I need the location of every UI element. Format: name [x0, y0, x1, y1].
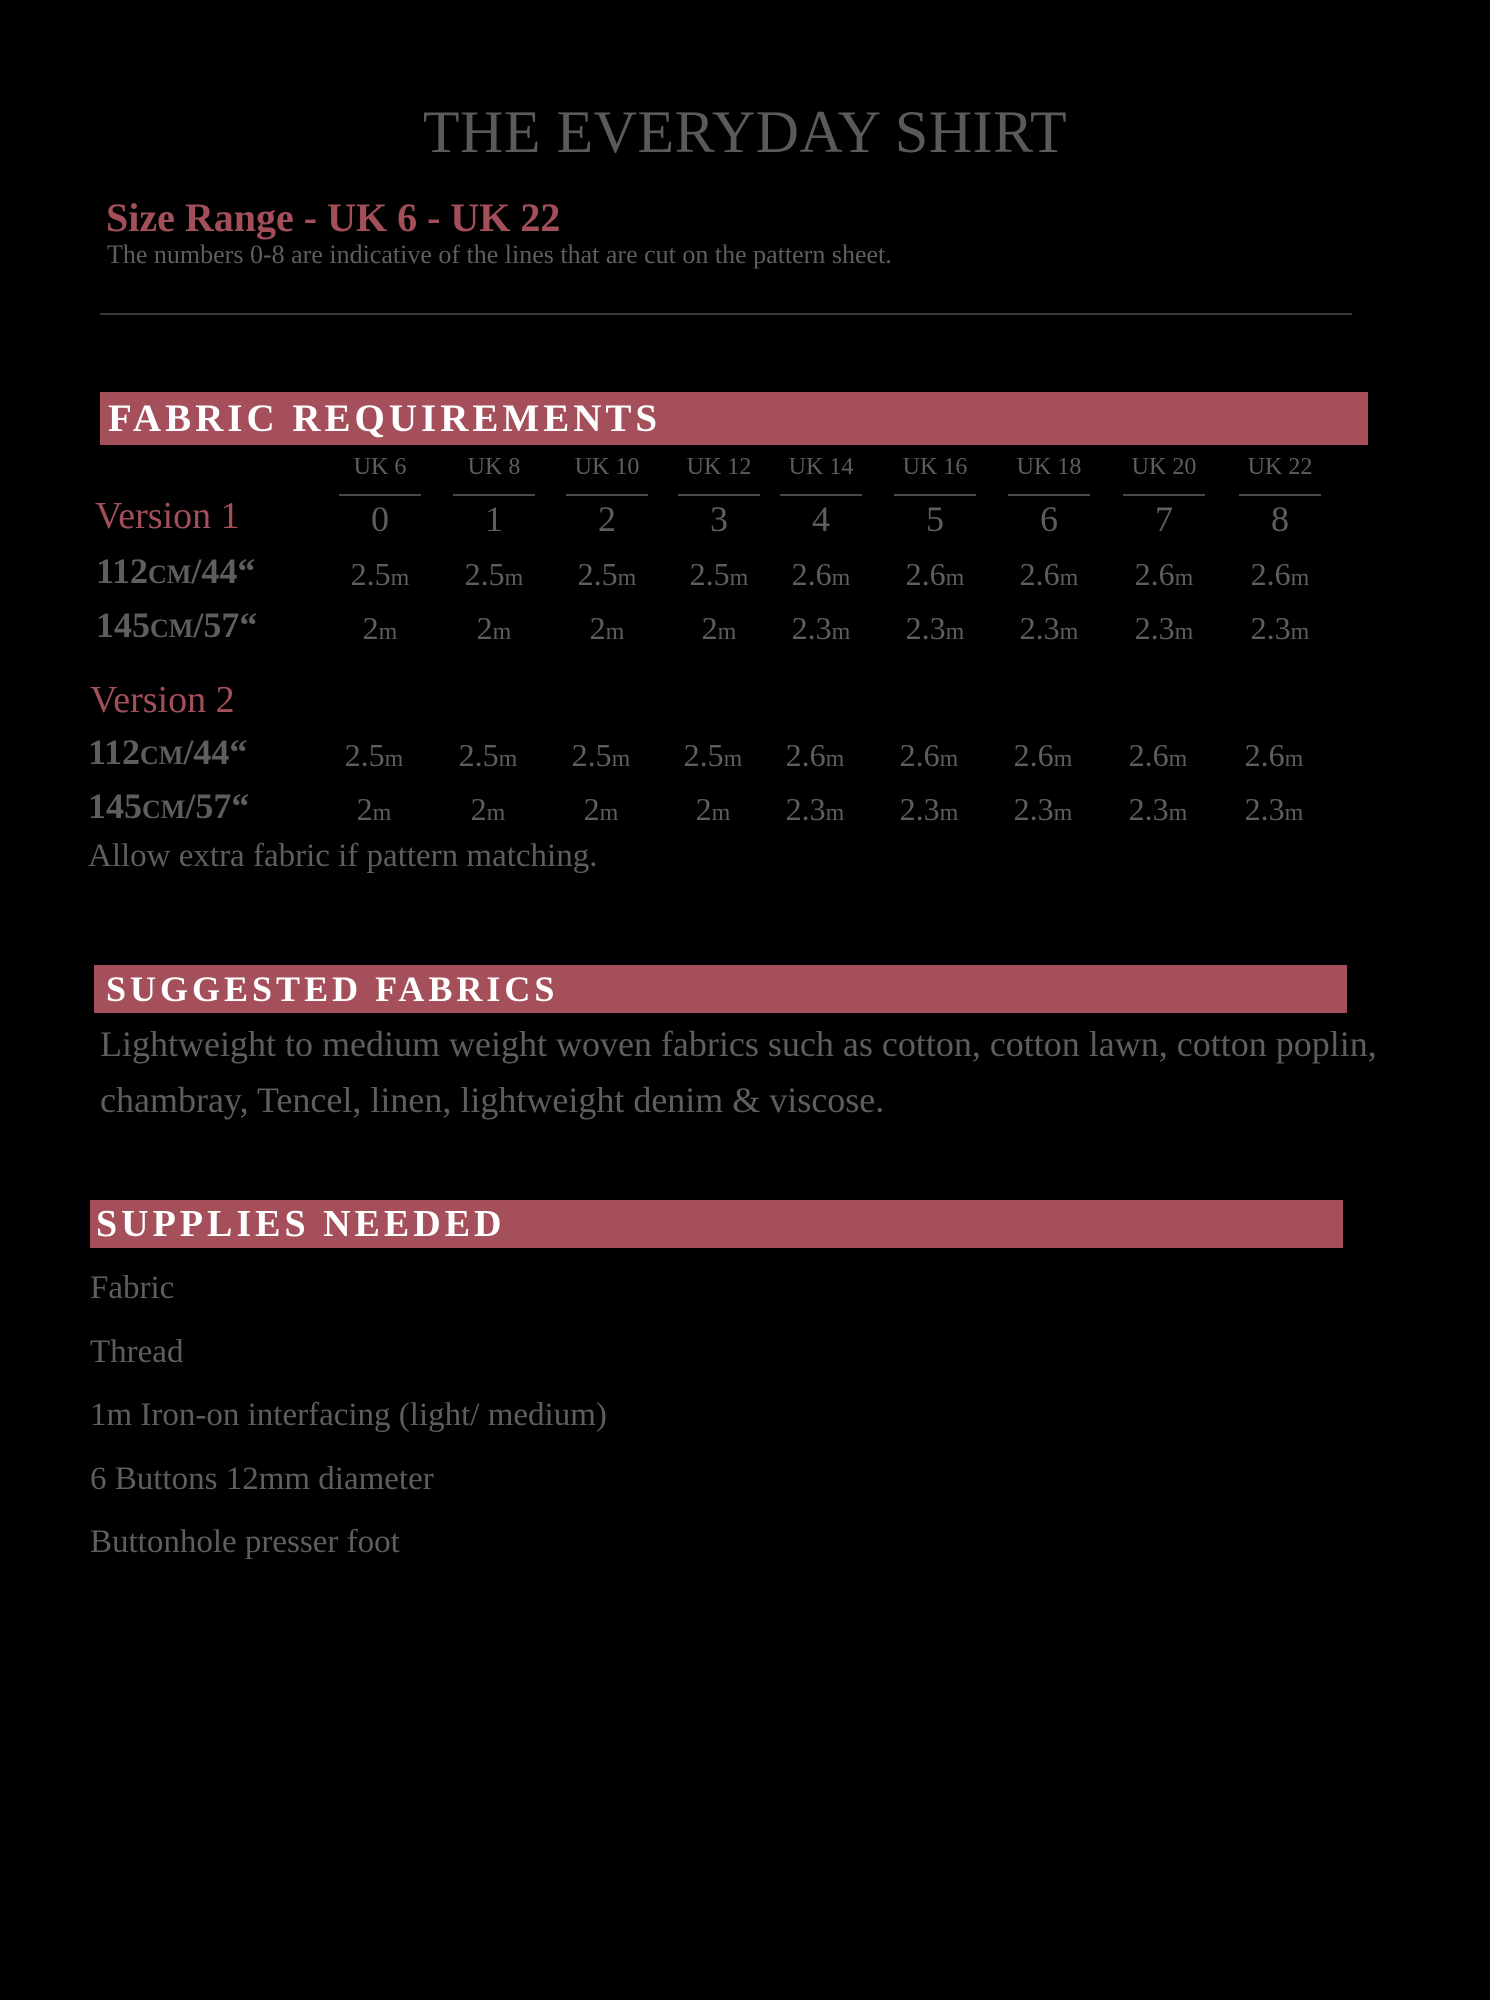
fabric-amount: 2.6m: [1134, 556, 1194, 592]
pattern-matching-note: Allow extra fabric if pattern matching.: [88, 838, 598, 874]
pattern-line-number: 8: [1271, 499, 1289, 539]
fabric-amount: 2.6m: [899, 737, 959, 773]
size-header: UK 22: [1247, 454, 1313, 480]
fabric-width-label: 112CM/44“: [96, 551, 256, 591]
fabric-amount: 2.5m: [344, 737, 404, 773]
size-header: UK 10: [574, 454, 640, 480]
pattern-line-number: 6: [1040, 499, 1058, 539]
size-header: UK 20: [1131, 454, 1197, 480]
size-header: UK 16: [902, 454, 968, 480]
size-underline: [1008, 494, 1090, 496]
size-underline: [678, 494, 760, 496]
page-title: THE EVERYDAY SHIRT: [422, 99, 1068, 165]
size-underline: [1123, 494, 1205, 496]
fabric-width-label: 145CM/57“: [96, 605, 258, 645]
fabric-amount: 2.6m: [905, 556, 965, 592]
fabric-amount: 2.5m: [577, 556, 637, 592]
supply-item: Fabric: [90, 1270, 175, 1306]
pattern-line-number: 5: [926, 499, 944, 539]
fabric-amount: 2.5m: [571, 737, 631, 773]
fabric-amount: 2.6m: [1250, 556, 1310, 592]
fabric-amount: 2.6m: [1128, 737, 1188, 773]
supply-item: Thread: [90, 1333, 184, 1370]
pattern-line-number: 7: [1155, 499, 1173, 539]
fabric-amount: 2.6m: [791, 556, 851, 592]
supply-item: 1m Iron-on interfacing (light/ medium): [90, 1397, 607, 1433]
fabric-amount: 2.6m: [1244, 737, 1304, 773]
fabric-amount: 2m: [583, 791, 619, 827]
fabric-amount: 2m: [589, 610, 625, 646]
fabric-amount: 2.3m: [1128, 791, 1188, 827]
fabric-amount: 2.3m: [1250, 610, 1310, 646]
size-underline: [780, 494, 862, 496]
pattern-line-number: 2: [598, 499, 616, 539]
suggested-fabrics-text: Lightweight to medium weight woven fabrics such as cotton, cotton lawn, cotton poplin, chambray, Tencel, linen, lightweight denim & viscose.: [100, 1024, 1377, 1120]
size-header: UK 8: [467, 454, 521, 480]
suggested-fabrics-heading: SUGGESTED FABRICS: [94, 965, 1347, 1013]
supply-item: Buttonhole presser foot: [90, 1524, 400, 1560]
size-range-note: The numbers 0-8 are indicative of the lines that are cut on the pattern sheet.: [107, 240, 892, 269]
size-header: UK 14: [788, 454, 854, 480]
fabric-amount: 2.3m: [1244, 791, 1304, 827]
fabric-amount: 2m: [470, 791, 506, 827]
size-underline: [453, 494, 535, 496]
size-header: UK 18: [1016, 454, 1082, 480]
fabric-amount: 2.6m: [1013, 737, 1073, 773]
fabric-width-label: 145CM/57“: [88, 786, 250, 826]
fabric-amount: 2.5m: [683, 737, 743, 773]
pattern-line-number: 4: [812, 499, 830, 539]
size-underline: [1239, 494, 1321, 496]
pattern-line-number: 0: [371, 499, 389, 539]
fabric-amount: 2.3m: [791, 610, 851, 646]
fabric-amount: 2.5m: [689, 556, 749, 592]
fabric-amount: 2.6m: [1019, 556, 1079, 592]
fabric-amount: 2.5m: [350, 556, 410, 592]
fabric-amount: 2.3m: [1013, 791, 1073, 827]
size-range-heading: Size Range - UK 6 - UK 22: [106, 195, 561, 240]
fabric-width-label: 112CM/44“: [88, 732, 248, 772]
size-underline: [566, 494, 648, 496]
fabric-amount: 2.3m: [1134, 610, 1194, 646]
fabric-amount: 2.3m: [785, 791, 845, 827]
supply-item: 6 Buttons 12mm diameter: [90, 1460, 434, 1497]
version-label: Version 1: [95, 495, 240, 537]
fabric-amount: 2.3m: [1019, 610, 1079, 646]
divider: [100, 313, 1352, 315]
size-underline: [339, 494, 421, 496]
size-header: UK 6: [353, 454, 407, 480]
fabric-amount: 2.6m: [785, 737, 845, 773]
version-label: Version 2: [90, 679, 235, 721]
pattern-line-number: 3: [710, 499, 728, 539]
fabric-amount: 2.3m: [899, 791, 959, 827]
fabric-requirements-heading: FABRIC REQUIREMENTS: [100, 392, 1368, 445]
fabric-amount: 2m: [476, 610, 512, 646]
fabric-amount: 2m: [695, 791, 731, 827]
fabric-amount: 2.5m: [458, 737, 518, 773]
pattern-line-number: 1: [485, 499, 503, 539]
size-underline: [894, 494, 976, 496]
fabric-amount: 2m: [362, 610, 398, 646]
fabric-amount: 2m: [701, 610, 737, 646]
fabric-amount: 2.3m: [905, 610, 965, 646]
supplies-needed-heading: SUPPLIES NEEDED: [90, 1200, 1343, 1248]
fabric-amount: 2m: [356, 791, 392, 827]
size-header: UK 12: [686, 454, 752, 480]
fabric-amount: 2.5m: [464, 556, 524, 592]
